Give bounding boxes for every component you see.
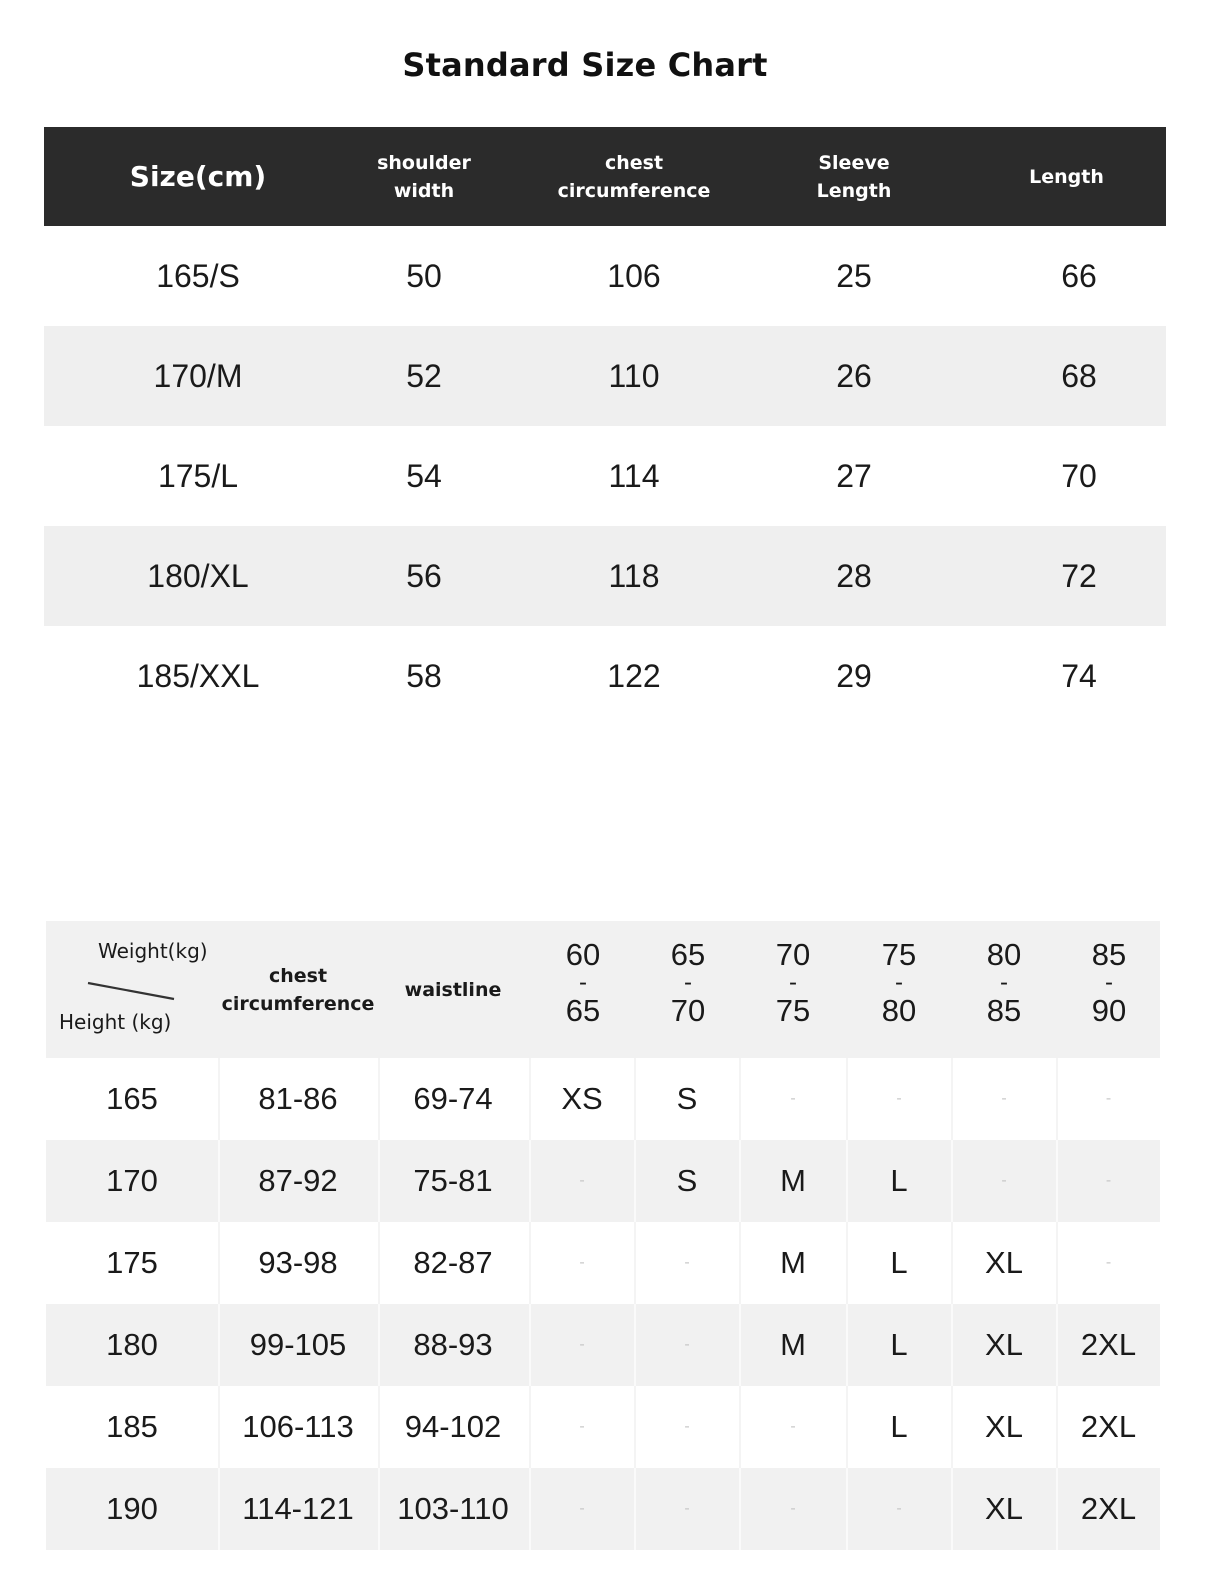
cell-chest: 106 (607, 257, 661, 294)
weight-range-to: 80 (881, 993, 917, 1028)
weight-range-to: 70 (670, 993, 706, 1028)
weight-range-from: 75 (881, 937, 917, 972)
corner-weight-label: Weight(kg) (98, 939, 208, 963)
cell-empty: - (1105, 1172, 1112, 1189)
weight-range-to: 65 (565, 993, 601, 1028)
weight-range-separator: - (1000, 969, 1008, 996)
cell-size: M (780, 1245, 806, 1280)
table-row (46, 1386, 1160, 1468)
weight-range-separator: - (1105, 969, 1113, 996)
cell-chest: 110 (608, 357, 660, 394)
header-size: Size(cm) (129, 159, 267, 193)
cell-chest: 114 (608, 457, 660, 494)
table-row (44, 626, 1166, 726)
cell-height: 185 (106, 1409, 158, 1444)
cell-empty: - (684, 1336, 690, 1353)
cell-size: M (780, 1163, 806, 1198)
cell-size: L (890, 1409, 908, 1444)
cell-height: 180 (106, 1327, 158, 1362)
table-header (46, 921, 1160, 1058)
cell-length: 66 (1061, 257, 1097, 294)
cell-length: 68 (1061, 357, 1097, 394)
weight-range-to: 75 (775, 993, 811, 1028)
cell-empty: - (684, 1254, 690, 1271)
table-row (46, 1304, 1160, 1386)
weight-range-header (533, 937, 633, 1028)
cell-size: L (890, 1245, 908, 1280)
cell-sleeve: 26 (836, 357, 872, 394)
cell-size: XL (985, 1245, 1023, 1280)
weight-range-separator: - (684, 969, 692, 996)
cell-sleeve: 25 (836, 257, 872, 294)
cell-sleeve: 29 (836, 657, 872, 694)
cell-sleeve: 27 (836, 457, 872, 494)
cell-height: 165 (106, 1081, 158, 1116)
cell-size: XL (985, 1409, 1023, 1444)
standard-size-table (44, 127, 1166, 726)
weight-range-separator: - (789, 969, 797, 996)
cell-length: 72 (1061, 557, 1097, 594)
cell-size: 2XL (1080, 1327, 1137, 1362)
table-row (44, 226, 1166, 326)
header-sleeve-length: Sleeve Length (816, 151, 892, 202)
cell-empty: - (579, 1254, 585, 1271)
table-row (46, 1222, 1160, 1304)
cell-chest: 87-92 (258, 1163, 338, 1198)
weight-range-header (638, 937, 738, 1028)
cell-shoulder: 58 (406, 657, 442, 694)
cell-sleeve: 28 (836, 557, 872, 594)
cell-height: 190 (106, 1491, 158, 1526)
cell-waistline: 75-81 (413, 1163, 493, 1198)
weight-range-from: 65 (670, 937, 706, 972)
diagonal-divider (86, 977, 176, 1007)
header-shoulder-width: shoulder width (377, 151, 471, 202)
weight-range-header (849, 937, 949, 1028)
cell-shoulder: 52 (406, 357, 442, 394)
cell-shoulder: 54 (406, 457, 442, 494)
cell-empty: - (579, 1418, 585, 1435)
weight-range-to: 90 (1091, 993, 1127, 1028)
cell-size: S (676, 1081, 698, 1116)
cell-empty: - (790, 1500, 796, 1517)
table-row (44, 426, 1166, 526)
cell-waistline: 94-102 (404, 1409, 502, 1444)
cell-height: 170 (106, 1163, 158, 1198)
cell-shoulder: 50 (406, 257, 442, 294)
weight-range-header (954, 937, 1054, 1028)
table-body (46, 1058, 1160, 1550)
weight-range-from: 70 (775, 937, 811, 972)
cell-waistline: 69-74 (413, 1081, 493, 1116)
cell-size: 180/XL (147, 557, 249, 594)
header-length: Length (1029, 165, 1104, 188)
table-row (46, 1058, 1160, 1140)
header-waistline: waistline (404, 978, 502, 1001)
cell-length: 70 (1061, 457, 1097, 494)
cell-empty: - (579, 1500, 585, 1517)
cell-empty: - (896, 1500, 902, 1517)
cell-empty: - (896, 1090, 902, 1107)
weight-range-header (1059, 937, 1159, 1028)
page-title: Standard Size Chart (402, 46, 768, 84)
cell-size: XL (985, 1491, 1023, 1526)
weight-range-header (743, 937, 843, 1028)
cell-size: 2XL (1080, 1409, 1137, 1444)
cell-size: 2XL (1080, 1491, 1137, 1526)
height-weight-size-table (46, 921, 1160, 1550)
cell-empty: - (684, 1500, 690, 1517)
cell-chest: 118 (608, 557, 660, 594)
cell-empty: - (1105, 1254, 1112, 1271)
cell-empty: - (1105, 1090, 1112, 1107)
weight-range-from: 85 (1091, 937, 1127, 972)
cell-size: 165/S (156, 257, 240, 294)
table-row (46, 1140, 1160, 1222)
cell-chest: 81-86 (258, 1081, 338, 1116)
cell-waistline: 103-110 (397, 1491, 509, 1526)
weight-range-from: 60 (565, 937, 601, 972)
cell-waistline: 82-87 (413, 1245, 493, 1280)
cell-size: L (890, 1163, 908, 1198)
cell-empty: - (1001, 1090, 1007, 1107)
cell-size: 170/M (153, 357, 243, 394)
corner-height-label: Height (kg) (59, 1010, 172, 1034)
cell-size: M (780, 1327, 806, 1362)
cell-empty: - (790, 1418, 796, 1435)
cell-size: S (676, 1163, 698, 1198)
cell-chest: 99-105 (249, 1327, 347, 1362)
cell-empty: - (579, 1172, 585, 1189)
cell-waistline: 88-93 (413, 1327, 493, 1362)
cell-empty: - (579, 1336, 585, 1353)
cell-shoulder: 56 (406, 557, 442, 594)
cell-size: 175/L (157, 457, 239, 494)
cell-height: 175 (106, 1245, 158, 1280)
header-chest-circumference: chest circumference (221, 964, 375, 1015)
cell-chest: 93-98 (258, 1245, 338, 1280)
weight-range-separator: - (579, 969, 587, 996)
header-chest-circumference: chest circumference (557, 151, 711, 202)
weight-range-separator: - (895, 969, 903, 996)
cell-size: 185/XXL (136, 657, 260, 694)
table-row (44, 526, 1166, 626)
table-row (44, 326, 1166, 426)
cell-empty: - (1001, 1172, 1007, 1189)
cell-empty: - (790, 1090, 796, 1107)
cell-chest: 114-121 (242, 1491, 354, 1526)
cell-size: XL (985, 1327, 1023, 1362)
weight-range-from: 80 (986, 937, 1022, 972)
cell-empty: - (684, 1418, 690, 1435)
cell-size: XS (561, 1081, 603, 1116)
cell-length: 74 (1061, 657, 1097, 694)
table-header (44, 127, 1166, 226)
cell-chest: 106-113 (242, 1409, 354, 1444)
cell-size: L (890, 1327, 908, 1362)
weight-range-to: 85 (986, 993, 1022, 1028)
cell-chest: 122 (607, 657, 661, 694)
table-row (46, 1468, 1160, 1550)
